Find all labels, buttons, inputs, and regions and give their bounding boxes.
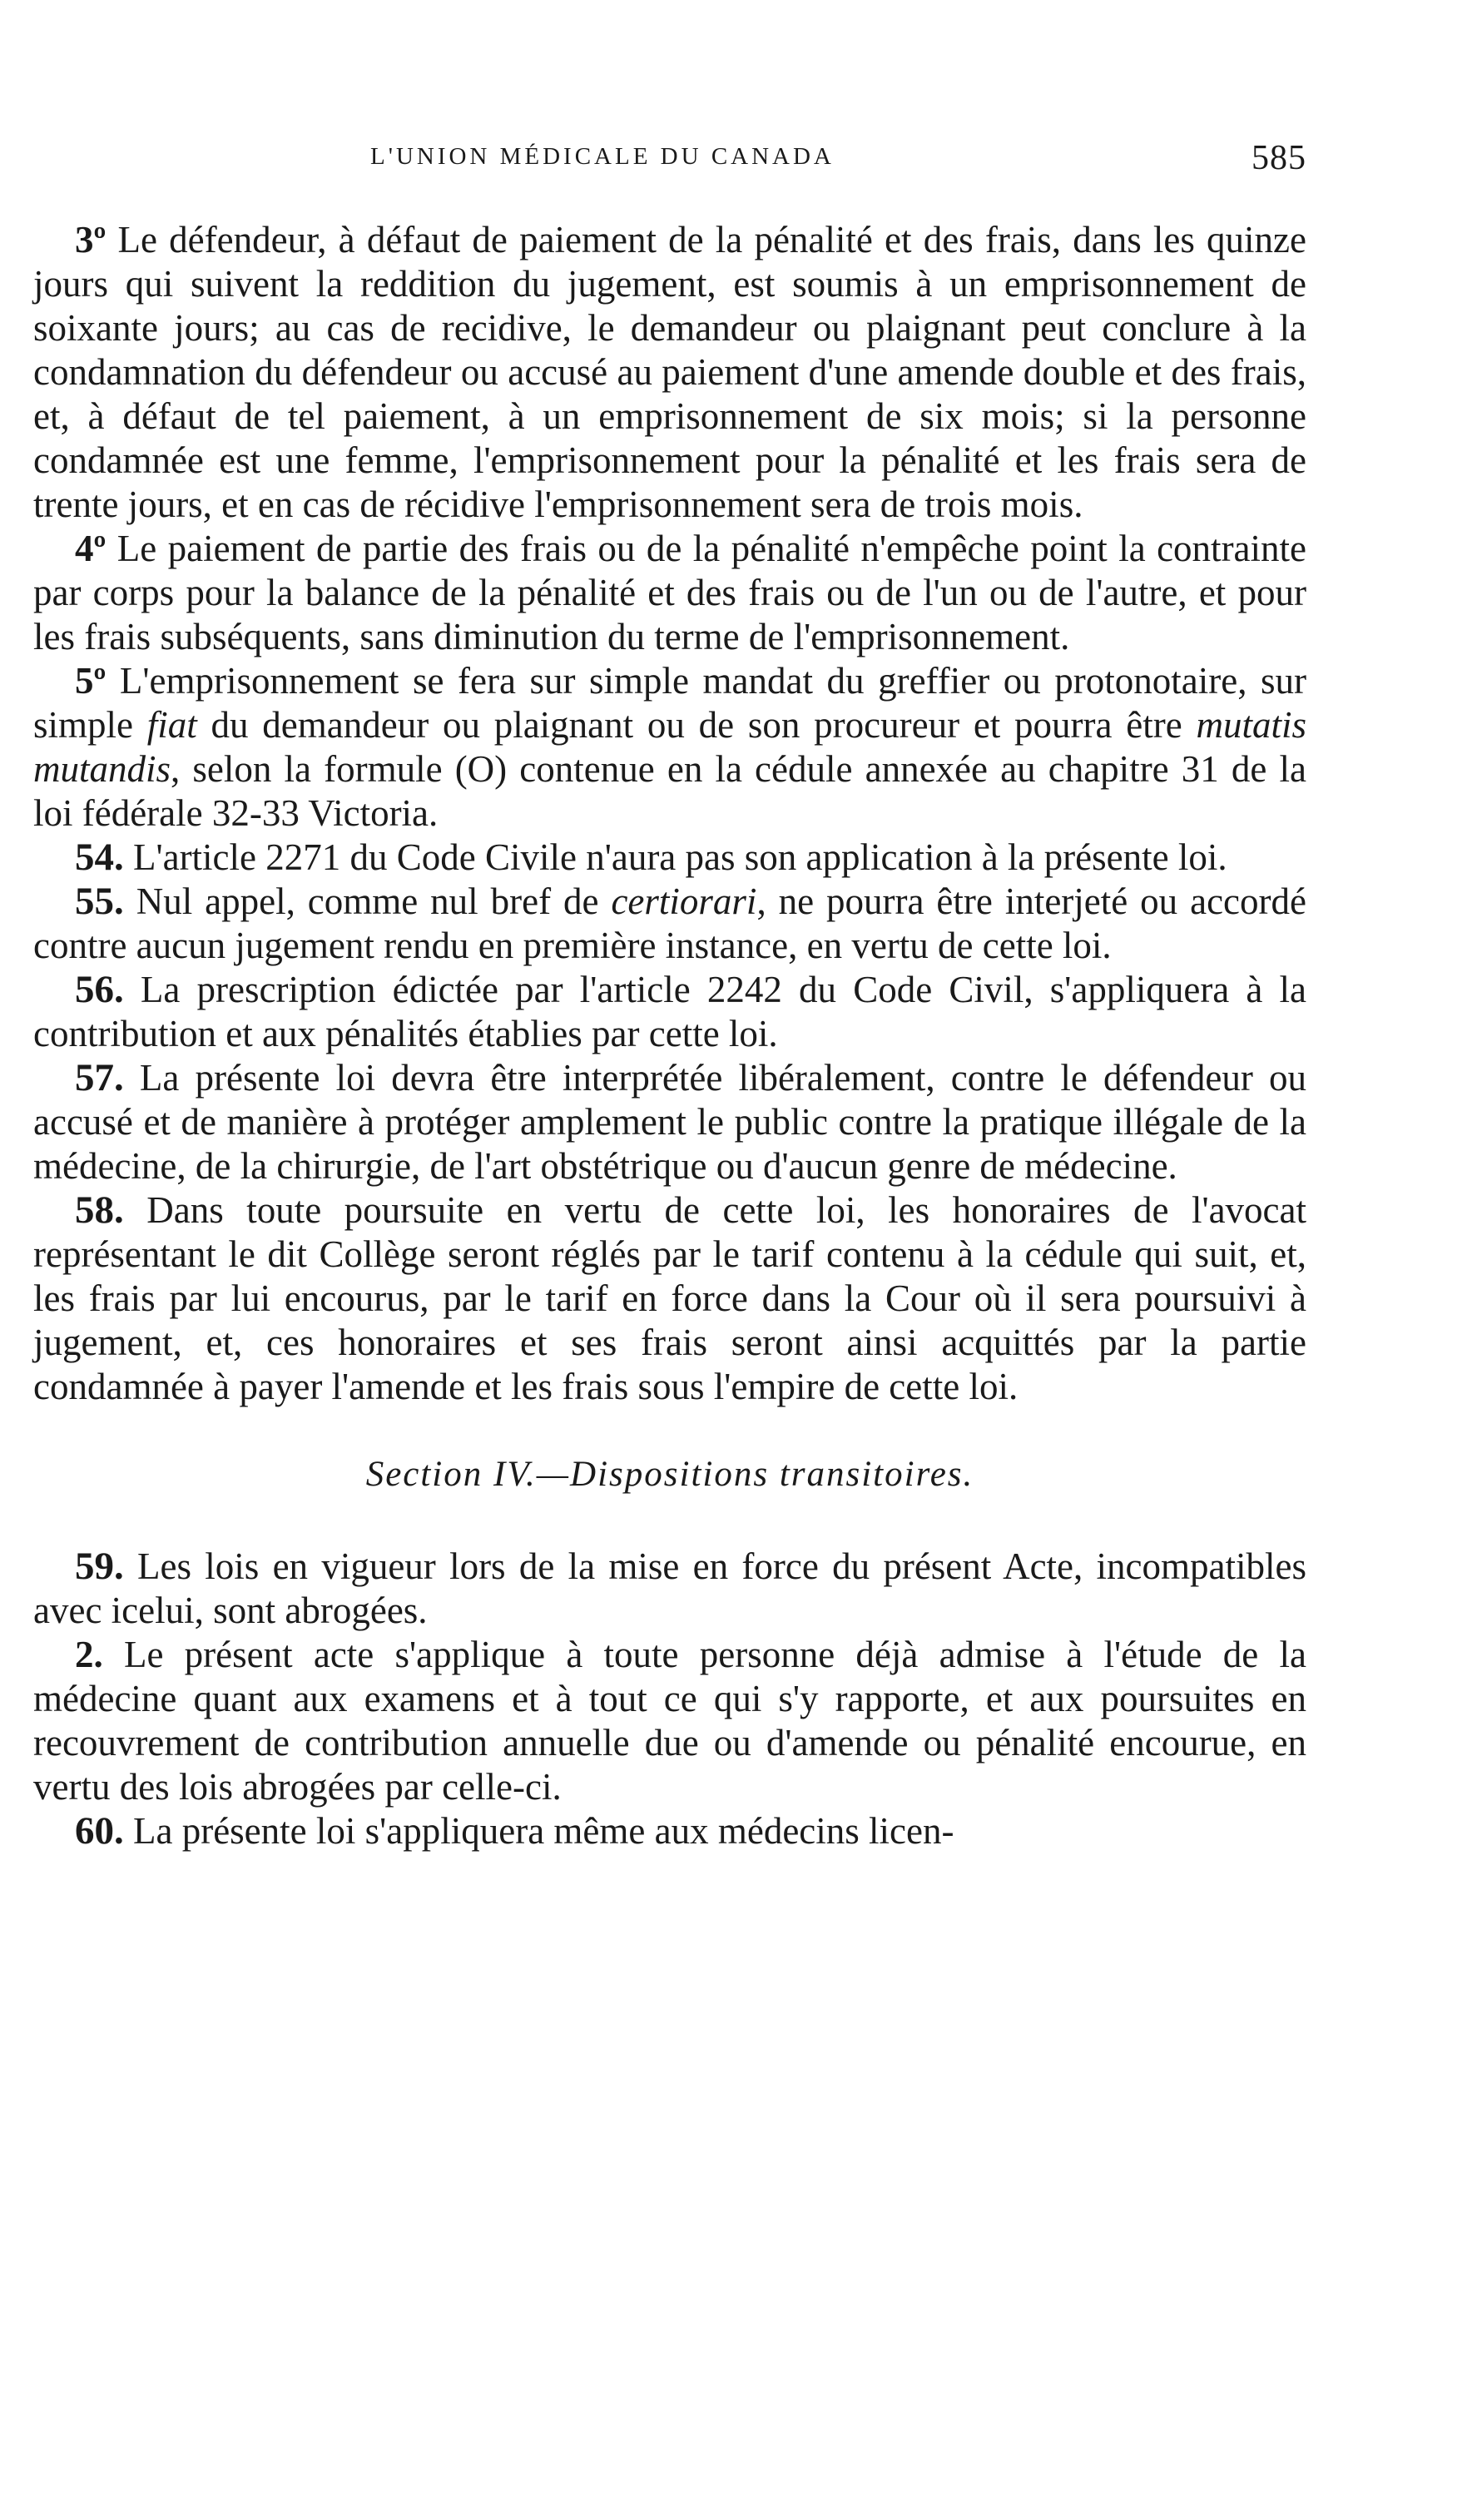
running-head bbox=[33, 139, 1306, 185]
paragraph-number: 5º bbox=[75, 660, 107, 702]
article-57 bbox=[33, 1056, 1306, 1188]
article-text: La présente loi devra être interprétée libéralement, contre le défendeur ou accusé et de manière à protéger amplement le public contre la pratique illégale de la médecine, de la chirurgie, de l'art obstétrique ou d'aucun genre de médecine. bbox=[33, 1057, 1307, 1187]
article-number: 56. bbox=[75, 968, 124, 1011]
body-text bbox=[33, 218, 1306, 1853]
article-text: La présente loi s'appliquera même aux médecins licen- bbox=[133, 1810, 954, 1852]
latin-term-certiorari: certiorari bbox=[611, 881, 757, 922]
page bbox=[33, 0, 1306, 2520]
article-55 bbox=[33, 880, 1306, 968]
article-text: , ne pourra être interjeté ou accordé contre aucun jugement rendu en première instance, en vertu de cette loi. bbox=[33, 881, 1306, 966]
paragraph-text: Le présent acte s'applique à toute personne déjà admise à l'étude de la médecine quant aux examens et à tout ce qui s'y rapporte, et aux poursuites en recouvrement de contribution annuelle due ou d'amende ou pénalité encourue, en vertu des lois abrogées par celle-ci. bbox=[33, 1634, 1306, 1808]
article-number: 58. bbox=[75, 1188, 124, 1232]
article-56 bbox=[33, 968, 1306, 1056]
article-number: 60. bbox=[75, 1809, 124, 1853]
latin-term-fiat: fiat bbox=[146, 704, 197, 746]
paragraph-number: 3º bbox=[75, 219, 107, 260]
article-number: 57. bbox=[75, 1056, 124, 1099]
paragraph-text: Le défendeur, à défaut de paiement de la pénalité et des frais, dans les quinze jours qui suivent la reddition du jugement, est soumis à un emprisonnement de soixante jours; au cas de recidive, le demandeur ou plaignant peut conclure à la condamnation du défendeur ou accusé au paiement d'une amende double et des frais, et, à défaut de tel paiement, à un emprisonnement de six mois; si la personne condamnée est une femme, l'emprisonnement pour la pénalité et les frais sera de trente jours, et en cas de récidive l'emprisonnement sera de trois mois. bbox=[33, 219, 1306, 525]
paragraph-2 bbox=[33, 1633, 1306, 1809]
paragraph-number: 4º bbox=[75, 528, 107, 569]
paragraph-3 bbox=[33, 218, 1306, 527]
article-59 bbox=[33, 1545, 1306, 1633]
article-text: Nul appel, comme nul bref de bbox=[136, 881, 612, 922]
paragraph-text: , selon la formule (O) contenue en la cédule annexée au chapitre 31 de la loi fédérale 32-33 Victoria. bbox=[33, 748, 1306, 834]
paragraph-text: du demandeur ou plaignant ou de son procureur et pourra être bbox=[196, 704, 1197, 746]
article-text: Dans toute poursuite en vertu de cette loi, les honoraires de l'avocat représentant le dit Collège seront réglés par le tarif contenu à la cédule qui suit, et, les frais par lui encourus, par le tarif en force dans la Cour où il sera poursuivi à jugement, et, ces honoraires et ses frais seront ainsi acquittés par la partie condamnée à payer l'amende et les frais sous l'empire de cette loi. bbox=[33, 1189, 1306, 1407]
article-60 bbox=[33, 1809, 1306, 1853]
article-text: La prescription édictée par l'article 2242 du Code Civil, s'appliquera à la contribution et aux pénalités établies par cette loi. bbox=[33, 969, 1307, 1054]
paragraph-5 bbox=[33, 659, 1306, 836]
article-54 bbox=[33, 836, 1306, 880]
paragraph-text: Le paiement de partie des frais ou de la pénalité n'empêche point la contrainte par corps pour la balance de la pénalité et des frais ou de l'un ou de l'autre, et pour les frais subséquents, sans diminution du terme de l'emprisonnement. bbox=[33, 528, 1307, 657]
article-number: 54. bbox=[75, 836, 124, 879]
article-58 bbox=[33, 1188, 1306, 1409]
section-heading: Section IV.—Dispositions transitoires. bbox=[365, 1455, 974, 1494]
page-number: 585 bbox=[1252, 139, 1306, 177]
article-text: L'article 2271 du Code Civile n'aura pas son application à la présente loi. bbox=[133, 836, 1227, 878]
article-number: 59. bbox=[75, 1545, 124, 1588]
paragraph-4 bbox=[33, 527, 1306, 659]
article-number: 55. bbox=[75, 880, 124, 923]
running-title: L'UNION MÉDICALE DU CANADA bbox=[370, 143, 835, 170]
article-text: Les lois en vigueur lors de la mise en force du présent Acte, incompatibles avec icelui, sont abrogées. bbox=[33, 1545, 1307, 1631]
paragraph-text: L'emprisonnement se fera sur simple mandat du greffier ou protonotaire, sur simple bbox=[33, 660, 1306, 746]
paragraph-number: 2. bbox=[75, 1634, 103, 1675]
latin-term-mutatis-mutandis: mutatis mutandis bbox=[33, 704, 1306, 790]
